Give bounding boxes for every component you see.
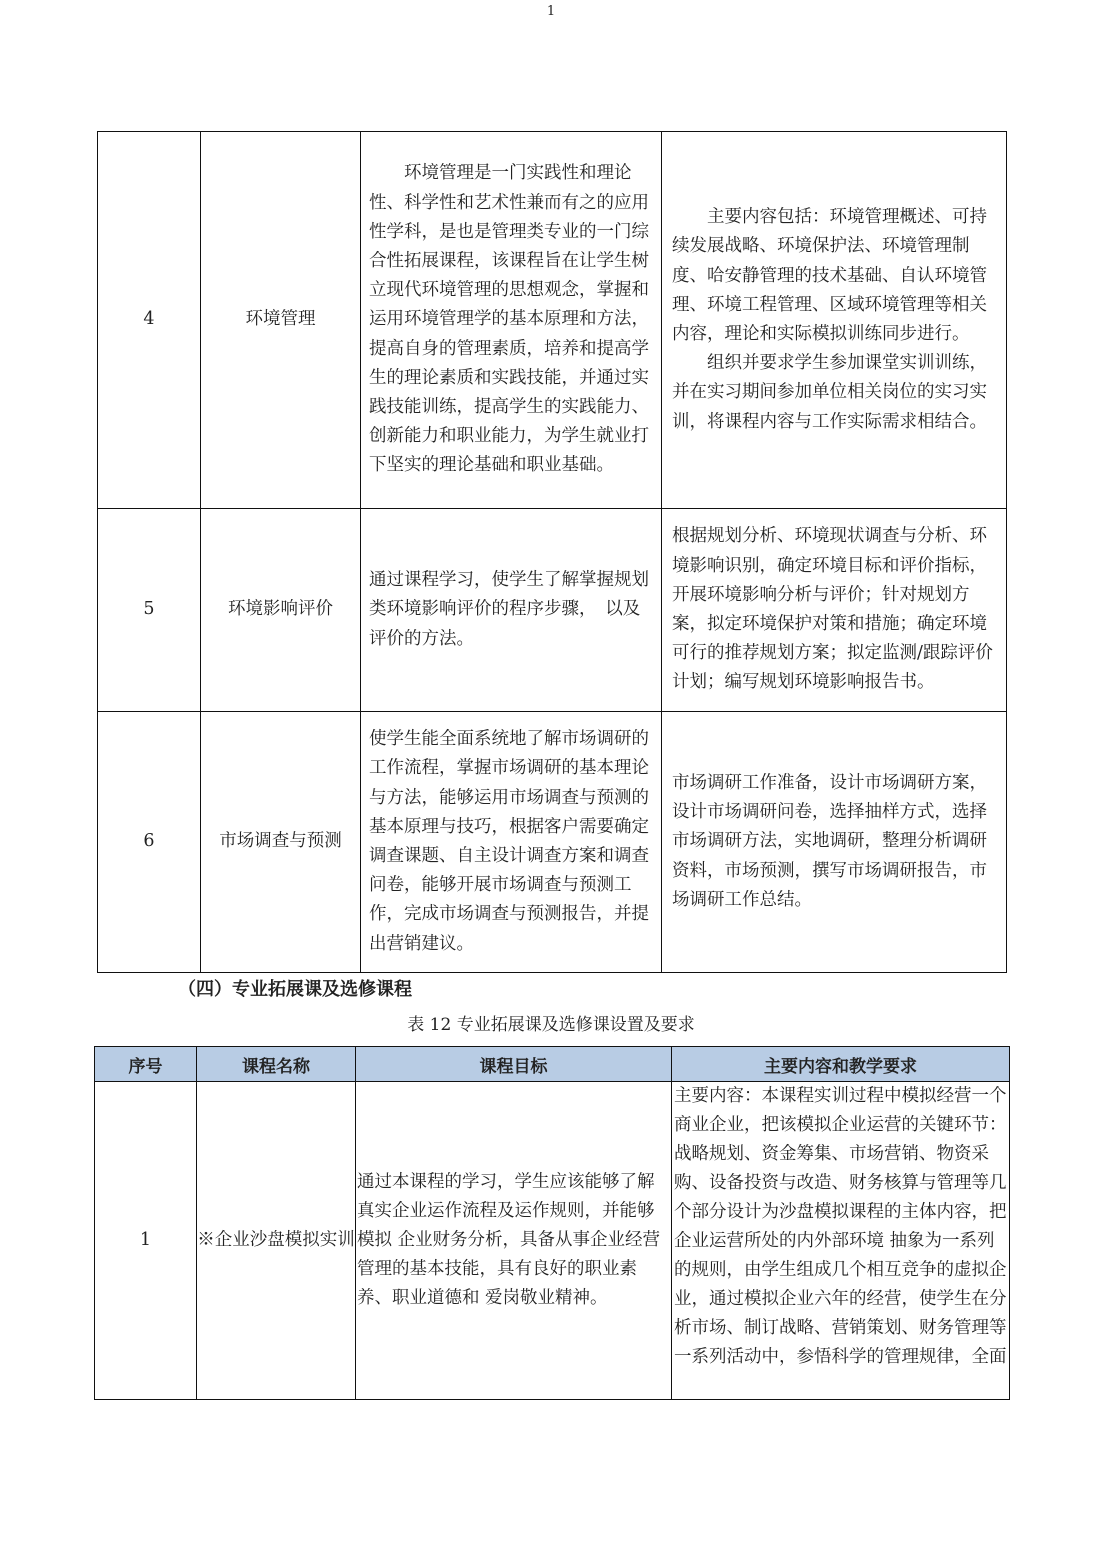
course-name: ※企业沙盘模拟实训 — [197, 1082, 356, 1400]
table-caption: 表 12 专业拓展课及选修课设置及要求 — [407, 1015, 695, 1035]
course-table-continued — [97, 131, 1007, 973]
course-goal-text: 使学生能全面系统地了解市场调研的工作流程，掌握市场调研的基本理论与方法，能够运用市场调查与预测的基本原理与技巧，根据客户需要确定调查课题、自主设计调查方案和调查问卷，能够开展市场调查与预测工作，完成市场调查与预测报告，并提出营销建议。 — [369, 729, 649, 954]
header-content: 主要内容和教学要求 — [672, 1047, 1010, 1082]
header-course-goal: 课程目标 — [356, 1047, 672, 1082]
row-number: 4 — [98, 132, 201, 509]
course-content-text: 组织并要求学生参加课堂实训训练，并在实习期间参加单位相关岗位的实习实训，将课程内容与工作实际需求相结合。 — [672, 353, 987, 432]
page-number: 1 — [546, 4, 556, 19]
course-content — [662, 712, 1007, 973]
course-goal-text: 环境管理是一门实践性和理论性、科学性和艺术性兼而有之的应用性学科，是也是管理类专业的一门综合性拓展课程，该课程旨在让学生树立现代环境管理的思想观念，掌握和运用环境管理学的基本原理和方法，提高自身的管理素质，培养和提高学生的理论素质和实践技能，并通过实践技能训练，提高学生的实践能力、创新能力和职业能力，为学生就业打下坚实的理论基础和职业基础。 — [369, 163, 649, 476]
header-number: 序号 — [95, 1047, 197, 1082]
table-row — [98, 712, 1007, 973]
row-number: 6 — [98, 712, 201, 973]
table-row — [95, 1082, 1010, 1400]
course-content-text: 市场调研工作准备，设计市场调研方案，设计市场调研问卷，选择抽样方式，选择市场调研方法，实地调研，整理分析调研资料，市场预测，撰写市场调研报告，市场调研工作总结。 — [672, 772, 987, 910]
course-goal — [361, 712, 662, 973]
header-course-name: 课程名称 — [197, 1047, 356, 1082]
table-row — [98, 509, 1007, 712]
course-name: 市场调查与预测 — [201, 712, 361, 973]
course-goal: 通过本课程的学习，学生应该能够了解真实企业运作流程及运作规则，并能够模拟 企业财务分析，具备从事企业经营管理的基本技能，具有良好的职业素养、职业道德和 爱岗敬业精神。 — [356, 1082, 672, 1400]
table-header-row — [95, 1047, 1010, 1082]
table-row — [98, 132, 1007, 509]
course-content — [662, 132, 1007, 509]
row-number: 1 — [95, 1082, 197, 1400]
row-number: 5 — [98, 509, 201, 712]
course-goal — [361, 132, 662, 509]
elective-course-table — [94, 1046, 1010, 1400]
course-name: 环境管理 — [201, 132, 361, 509]
section-title: （四）专业拓展课及选修课程 — [178, 979, 412, 1000]
course-content — [662, 509, 1007, 712]
course-content: 主要内容：本课程实训过程中模拟经营一个商业企业，把该模拟企业运营的关键环节：战略规划、资金筹集、市场营销、物资采购、设备投资与改造、财务核算与管理等几个部分设计为沙盘模拟课程的主体内容，把企业运营所处的内外部环境 抽象为一系列的规则，由学生组成几个相互竞争的虚拟企业，通过模拟企业六年的经营，使学生在分析市场、制订战略、营销策划、财务管理等一系列活动中，参悟科学的管理规律，全面 — [672, 1082, 1010, 1400]
course-goal — [361, 509, 662, 712]
course-content-text: 根据规划分析、环境现状调查与分析、环境影响识别，确定环境目标和评价指标，开展环境影响分析与评价；针对规划方案，拟定环境保护对策和措施；确定环境可行的推荐规划方案；拟定监测/跟踪评价计划；编写规划环境影响报告书。 — [672, 526, 993, 693]
course-name: 环境影响评价 — [201, 509, 361, 712]
course-goal-text: 通过课程学习，使学生了解掌握规划类环境影响评价的程序步骤， 以及评价的方法。 — [369, 570, 649, 649]
course-content-text: 主要内容包括：环境管理概述、可持续发展战略、环境保护法、环境管理制度、哈安静管理的技术基础、自认环境管理、环境工程管理、区域环境管理等相关内容，理论和实际模拟训练同步进行。 — [672, 207, 987, 344]
